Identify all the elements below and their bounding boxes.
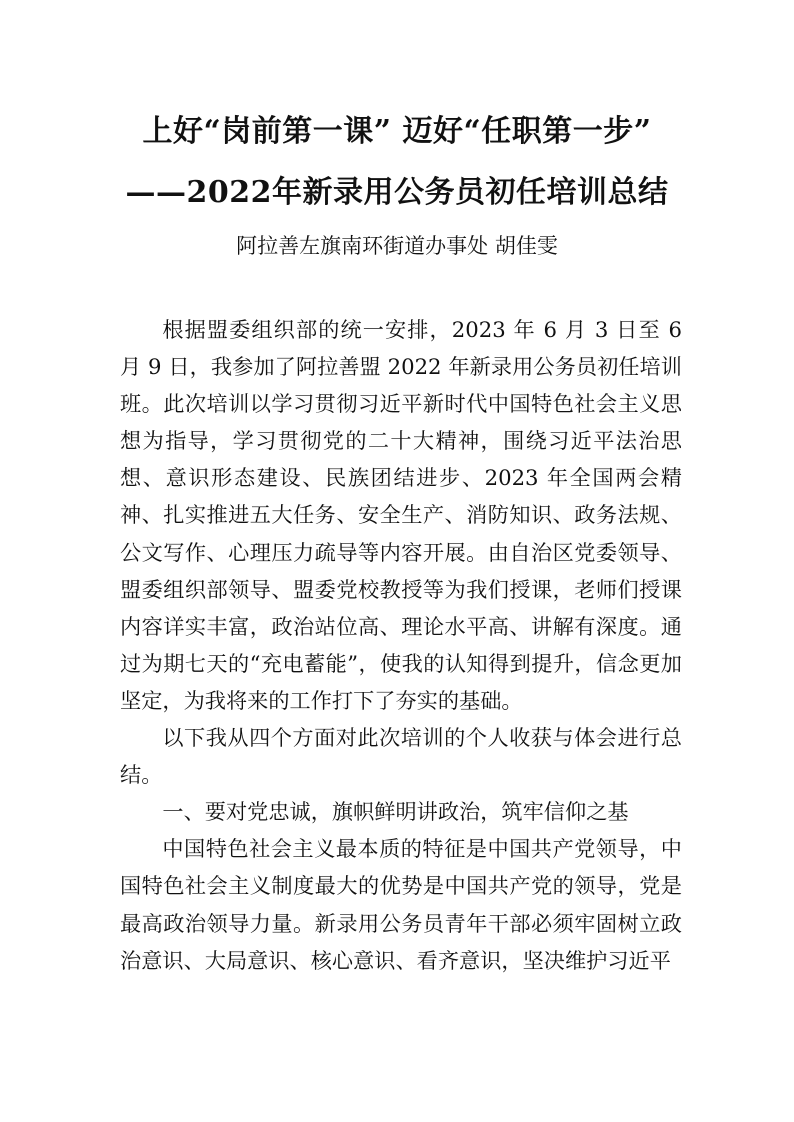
paragraph-intro: 根据盟委组织部的统一安排，2023 年 6 月 3 日至 6 月 9 日，我参加了阿拉善盟 2022 年新录用公务员初任培训班。此次培训以学习贯彻习近平新时代中国特色社会主义思想为指导，学习贯彻党的二十大精神，围绕习近平法治思想、意识形态建设、民族团结进步、2023 年全国两会精神、扎实推进五大任务、安全生产、消防知识、政务法规、公文写作、心理压力疏导等内容开展。由自治区党委领导、盟委组织部领导、盟委党校教授等为我们授课，老师们授课内容详实丰富，政治站位高、理论水平高、讲解有深度。通过为期七天的“充电蓄能”，使我的认知得到提升，信念更加坚定，为我将来的工作打下了夯实的基础。 — [120, 317, 682, 713]
paragraph-summary-intro: 以下我从四个方面对此次培训的个人收获与体会进行总结。 — [120, 725, 682, 788]
document-title: 上好“岗前第一课” 迈好“任职第一步” — [142, 114, 652, 149]
document-body — [120, 311, 682, 979]
author-line: 阿拉善左旗南环街道办事处 胡佳雯 — [236, 234, 558, 258]
paragraph-section-1: 中国特色社会主义最本质的特征是中国共产党领导，中国特色社会主义制度最大的优势是中国共产党的领导，党是最高政治领导力量。新录用公务员青年干部必须牢固树立政治意识、大局意识、核心意识、看齐意识，坚决维护习近平 — [120, 836, 682, 973]
section-heading-1: 一、要对党忠诚，旗帜鲜明讲政治，筑牢信仰之基 — [162, 799, 629, 825]
document-subtitle: ——2022年新录用公务员初任培训总结 — [125, 175, 669, 210]
